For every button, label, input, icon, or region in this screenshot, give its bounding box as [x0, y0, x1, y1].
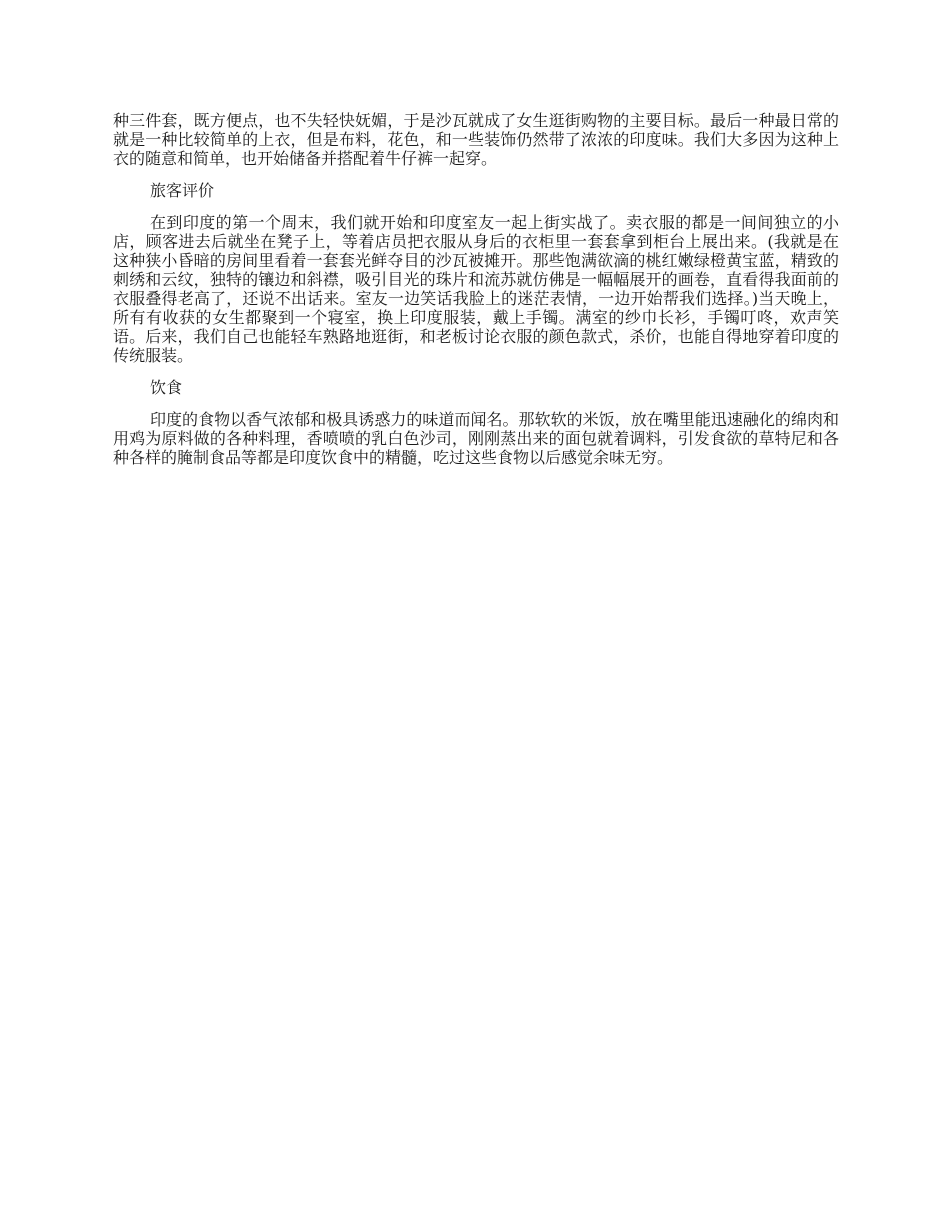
section-heading-food: 饮食	[150, 378, 183, 397]
food-paragraph: 印度的食物以香气浓郁和极具诱惑力的味道而闻名。那软软的米饭，放在嘴里能迅速融化的绵肉和用鸡为原料做的各种料理，香喷喷的乳白色沙司，刚刚蒸出来的面包就着调料，引发食欲的草特尼和各种各样的腌制食品等都是印度饮食中的精髓，吃过这些食物以后感觉余味无穷。	[113, 410, 839, 467]
document-page	[113, 111, 839, 480]
section-heading-reviews: 旅客评价	[150, 181, 215, 200]
reviews-paragraph: 在到印度的第一个周末，我们就开始和印度室友一起上街实战了。卖衣服的都是一间间独立的小店，顾客进去后就坐在凳子上，等着店员把衣服从身后的衣柜里一套套拿到柜台上展出来。(我就是在这种狭小昏暗的房间里看着一套套光鲜夺目的沙瓦被摊开。那些饱满欲滴的桃红嫩绿橙黄宝蓝，精致的刺绣和云纹，独特的镶边和斜襟，吸引目光的珠片和流苏就仿佛是一幅幅展开的画卷，直看得我面前的衣服叠得老高了，还说不出话来。室友一边笑话我脸上的迷茫表情，一边开始帮我们选择。)当天晚上，所有有收获的女生都聚到一个寝室，换上印度服装，戴上手镯。满室的纱巾长衫，手镯叮咚，欢声笑语。后来，我们自己也能轻车熟路地逛街，和老板讨论衣服的颜色款式，杀价，也能自得地穿着印度的传统服装。	[113, 213, 839, 365]
intro-paragraph: 种三件套，既方便点，也不失轻快妩媚，于是沙瓦就成了女生逛街购物的主要目标。最后一种最日常的就是一种比较简单的上衣，但是布料，花色，和一些装饰仍然带了浓浓的印度味。我们大多因为这种上衣的随意和简单，也开始储备并搭配着牛仔裤一起穿。	[113, 111, 839, 168]
